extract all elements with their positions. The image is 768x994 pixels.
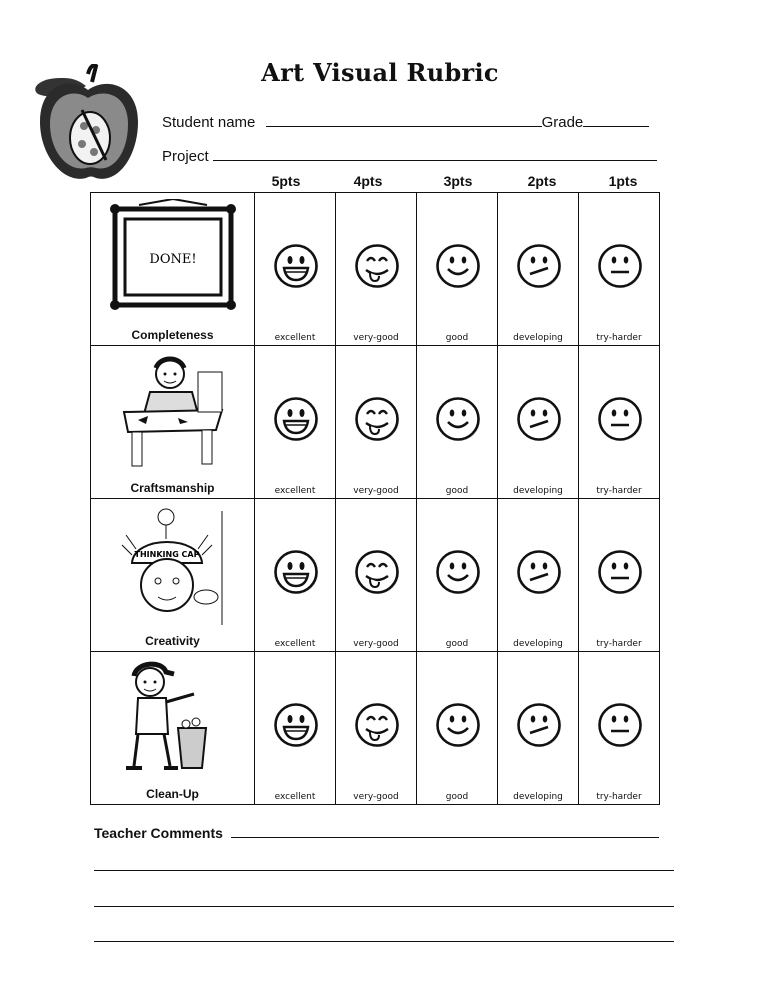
points-header-1: 1pts	[608, 173, 638, 189]
face-icon	[516, 549, 562, 595]
student-name-row	[162, 112, 649, 131]
rating-label: excellent	[274, 486, 316, 496]
score-cell[interactable]	[498, 346, 579, 499]
score-cell[interactable]	[336, 652, 417, 805]
score-cell[interactable]	[255, 499, 336, 652]
art-text: DONE!	[148, 252, 197, 267]
score-cell[interactable]	[579, 652, 660, 805]
criterion-illustration	[91, 352, 254, 478]
face-icon	[597, 702, 643, 748]
score-cell[interactable]	[579, 499, 660, 652]
rating-label: try-harder	[596, 333, 642, 343]
project-row	[162, 146, 657, 165]
rating-label: developing	[513, 333, 563, 343]
teacher-comments-label: Teacher Comments	[94, 825, 223, 841]
rating-label: excellent	[274, 639, 316, 649]
criterion-label: Completeness	[131, 328, 214, 342]
rating-label: developing	[513, 486, 563, 496]
criterion-cell	[91, 346, 255, 499]
page-title: Art Visual Rubric	[261, 58, 499, 87]
rubric-table	[90, 192, 660, 805]
score-cell[interactable]	[336, 193, 417, 346]
criterion-cell	[91, 193, 255, 346]
face-icon	[273, 396, 319, 442]
score-cell[interactable]	[255, 193, 336, 346]
face-icon	[273, 243, 319, 289]
face-icon	[354, 396, 400, 442]
rating-label: developing	[513, 792, 563, 802]
rating-label: developing	[513, 639, 563, 649]
face-icon	[354, 549, 400, 595]
rating-label: good	[445, 792, 469, 802]
criterion-illustration	[91, 658, 254, 784]
score-cell[interactable]	[498, 193, 579, 346]
criterion-label: Clean-Up	[146, 787, 199, 801]
rating-label: good	[445, 639, 469, 649]
rating-label: try-harder	[596, 486, 642, 496]
score-cell[interactable]	[417, 499, 498, 652]
rating-label: very-good	[353, 486, 399, 496]
criterion-cell	[91, 499, 255, 652]
score-cell[interactable]	[579, 193, 660, 346]
score-cell[interactable]	[336, 499, 417, 652]
score-cell[interactable]	[579, 346, 660, 499]
score-cell[interactable]	[255, 346, 336, 499]
rubric-row	[91, 499, 660, 652]
grade-field[interactable]	[583, 112, 649, 127]
score-cell[interactable]	[336, 346, 417, 499]
face-icon	[273, 549, 319, 595]
comment-line[interactable]	[94, 906, 674, 907]
grade-label: Grade	[541, 114, 584, 131]
criterion-illustration	[91, 505, 254, 631]
rating-label: excellent	[274, 333, 316, 343]
face-icon	[273, 702, 319, 748]
project-label: Project	[162, 148, 209, 165]
rating-label: try-harder	[596, 639, 642, 649]
score-cell[interactable]	[255, 652, 336, 805]
points-header-3: 3pts	[443, 173, 473, 189]
face-icon	[354, 243, 400, 289]
face-icon	[516, 243, 562, 289]
points-header-2: 2pts	[527, 173, 557, 189]
face-icon	[435, 243, 481, 289]
face-icon	[435, 702, 481, 748]
face-icon	[435, 549, 481, 595]
art-text: THINKING CAP	[134, 550, 199, 559]
score-cell[interactable]	[417, 652, 498, 805]
points-header-5: 5pts	[271, 173, 301, 189]
teacher-comments-row	[94, 823, 659, 841]
rating-label: very-good	[353, 639, 399, 649]
rating-label: try-harder	[596, 792, 642, 802]
face-icon	[597, 396, 643, 442]
score-cell[interactable]	[417, 346, 498, 499]
score-cell[interactable]	[498, 499, 579, 652]
face-icon	[597, 549, 643, 595]
criterion-illustration	[91, 199, 254, 325]
comment-line[interactable]	[94, 870, 674, 871]
face-icon	[516, 702, 562, 748]
rating-label: good	[445, 486, 469, 496]
comment-line[interactable]	[94, 941, 674, 942]
face-icon	[435, 396, 481, 442]
rubric-row	[91, 652, 660, 805]
student-name-field[interactable]	[266, 112, 542, 127]
rating-label: very-good	[353, 792, 399, 802]
rubric-row	[91, 346, 660, 499]
score-cell[interactable]	[417, 193, 498, 346]
teacher-comments-field[interactable]	[231, 823, 659, 838]
student-name-label: Student name	[162, 114, 256, 131]
face-icon	[516, 396, 562, 442]
apple-palette-logo	[30, 64, 148, 188]
criterion-label: Craftsmanship	[130, 481, 215, 495]
criterion-label: Creativity	[145, 634, 200, 648]
criterion-cell	[91, 652, 255, 805]
rating-label: good	[445, 333, 469, 343]
score-cell[interactable]	[498, 652, 579, 805]
rating-label: excellent	[274, 792, 316, 802]
face-icon	[354, 702, 400, 748]
rubric-row	[91, 193, 660, 346]
rating-label: very-good	[353, 333, 399, 343]
face-icon	[597, 243, 643, 289]
project-field[interactable]	[213, 146, 657, 161]
points-header-4: 4pts	[353, 173, 383, 189]
